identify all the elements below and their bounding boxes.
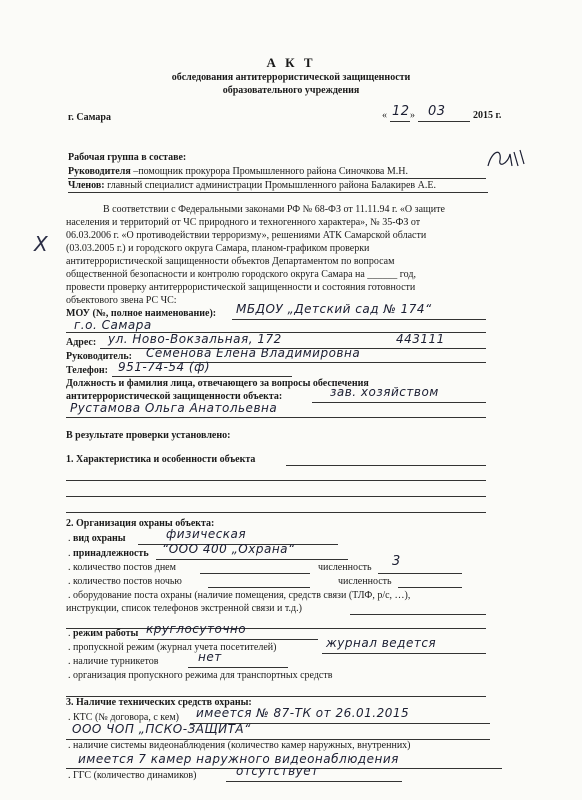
night-posts-label: . количество постов ночью xyxy=(68,576,182,587)
mou-value: МБДОУ „Детский сад № 174“ xyxy=(236,302,432,316)
date-close-quote: » xyxy=(410,110,415,121)
results-heading: В результате проверки установлено: xyxy=(66,430,231,441)
date-day: 12 xyxy=(392,104,410,119)
phone-value: 951-74-54 (ф) xyxy=(118,360,211,374)
turnstiles-value: нет xyxy=(198,650,222,664)
intro-line-3: 06.03.2006 г. «О противодействии терроризму», решениями АТК Самарской области xyxy=(66,230,427,241)
section-1-title: 1. Характеристика и особенности объекта xyxy=(66,454,256,465)
head-value: Семенова Елена Владимировна xyxy=(146,346,361,360)
document-subtitle-1: обследования антитеррористической защищенности xyxy=(171,72,411,83)
guard-kind-value: физическая xyxy=(166,527,247,541)
kts-label: . КТС (№ договора, с кем) xyxy=(68,712,179,723)
section-3-title: 3. Наличие технических средств охраны: xyxy=(66,697,252,708)
section-2-title: 2. Организация охраны объекта: xyxy=(66,518,215,529)
address-label: Адрес: xyxy=(66,337,97,348)
access-control-value: журнал ведется xyxy=(326,636,437,650)
date-year: 2015 г. xyxy=(473,110,502,121)
video-label: . наличие системы видеонаблюдения (количество камер наружных, внутренних) xyxy=(68,740,411,751)
group-heading: Рабочая группа в составе: xyxy=(68,152,187,163)
owner-value: “ООО 400 „Охрана“ xyxy=(162,542,295,556)
access-control-label: . пропускной режим (журнал учета посетителей) xyxy=(68,642,277,653)
head-label: Руководитель: xyxy=(66,351,132,362)
address-value: ул. Ново-Вокзальная, 172 xyxy=(108,332,282,346)
document-title: А К Т xyxy=(266,55,316,70)
post-equipment-1: . оборудование поста охраны (наличие помещения, средств связи (ТЛФ, р/с, …), xyxy=(68,590,411,601)
night-count-label: численность xyxy=(338,576,392,587)
document-subtitle-2: образовательного учреждения xyxy=(222,85,360,96)
intro-line-2: населения и территорий от ЧС природного и техногенного характера», № 35-ФЗ от xyxy=(66,217,421,228)
responsible-position: зав. хозяйством xyxy=(330,385,439,399)
group-member: Членов: главный специалист администрации Промышленного района Балакирев А.Е. xyxy=(68,180,436,191)
responsible-name: Рустамова Ольга Анатольевна xyxy=(70,401,278,415)
intro-line-8: объектового звена РС ЧС: xyxy=(66,295,177,306)
date-month: 03 xyxy=(428,104,446,119)
signature xyxy=(484,146,530,177)
responsible-label-1: Должность и фамилия лица, отвечающего за вопросы обеспечения xyxy=(66,378,369,389)
mou-label: МОУ (№, полное наименование): xyxy=(66,308,217,319)
ggs-value: отсутствует xyxy=(236,764,319,778)
city: г. Самара xyxy=(68,112,111,123)
kts-value: имеется № 87-ТК от 26.01.2015 xyxy=(196,706,410,720)
owner-label: . принадлежность xyxy=(68,548,149,559)
intro-line-1: В соответствии с Федеральными законами РФ № 68-ФЗ от 11.11.94 г. «О защите xyxy=(103,204,445,215)
turnstiles-label: . наличие турникетов xyxy=(68,656,159,667)
margin-mark: Х xyxy=(34,232,49,256)
post-equipment-2: инструкции, список телефонов экстренной связи и т.д.) xyxy=(66,603,302,614)
vehicle-access-label: . организация пропускного режима для транспортных средств xyxy=(68,670,333,681)
intro-line-7: провести проверку антитеррористической защищенности и состояния готовности xyxy=(66,282,416,293)
intro-line-5: антитеррористической защищенности объектов Департаментом по вопросам xyxy=(66,256,395,267)
date-open-quote: « xyxy=(382,110,387,121)
intro-line-4: (03.03.2005 г.) и городского округа Самара, планом-графиком проверки xyxy=(66,243,370,254)
responsible-label-2: антитеррористической защищенности объекта: xyxy=(66,391,283,402)
ggs-label: . ГГС (количество динамиков) xyxy=(68,770,197,781)
day-count-label: численность xyxy=(318,562,372,573)
intro-line-6: общественной безопасности и контролю городского округа Самара на ______ год, xyxy=(66,269,416,280)
video-value: имеется 7 камер наружного видеонаблюдения xyxy=(78,752,399,766)
work-mode-value: круглосуточно xyxy=(146,622,247,636)
day-posts-label: . количество постов днем xyxy=(68,562,176,573)
guard-kind-label: . вид охраны xyxy=(68,533,126,544)
work-mode-label: . режим работы xyxy=(68,628,139,639)
day-count-value: 3 xyxy=(392,554,401,569)
phone-label: Телефон: xyxy=(66,365,108,376)
kts-value-company: ООО ЧОП „ПСКО-ЗАЩИТА“ xyxy=(72,722,251,736)
group-leader: Руководителя –помощник прокурора Промышленного района Синочкова М.Н. xyxy=(68,166,408,177)
mou-value-city: г.о. Самара xyxy=(74,318,152,332)
address-zip: 443111 xyxy=(396,332,445,346)
